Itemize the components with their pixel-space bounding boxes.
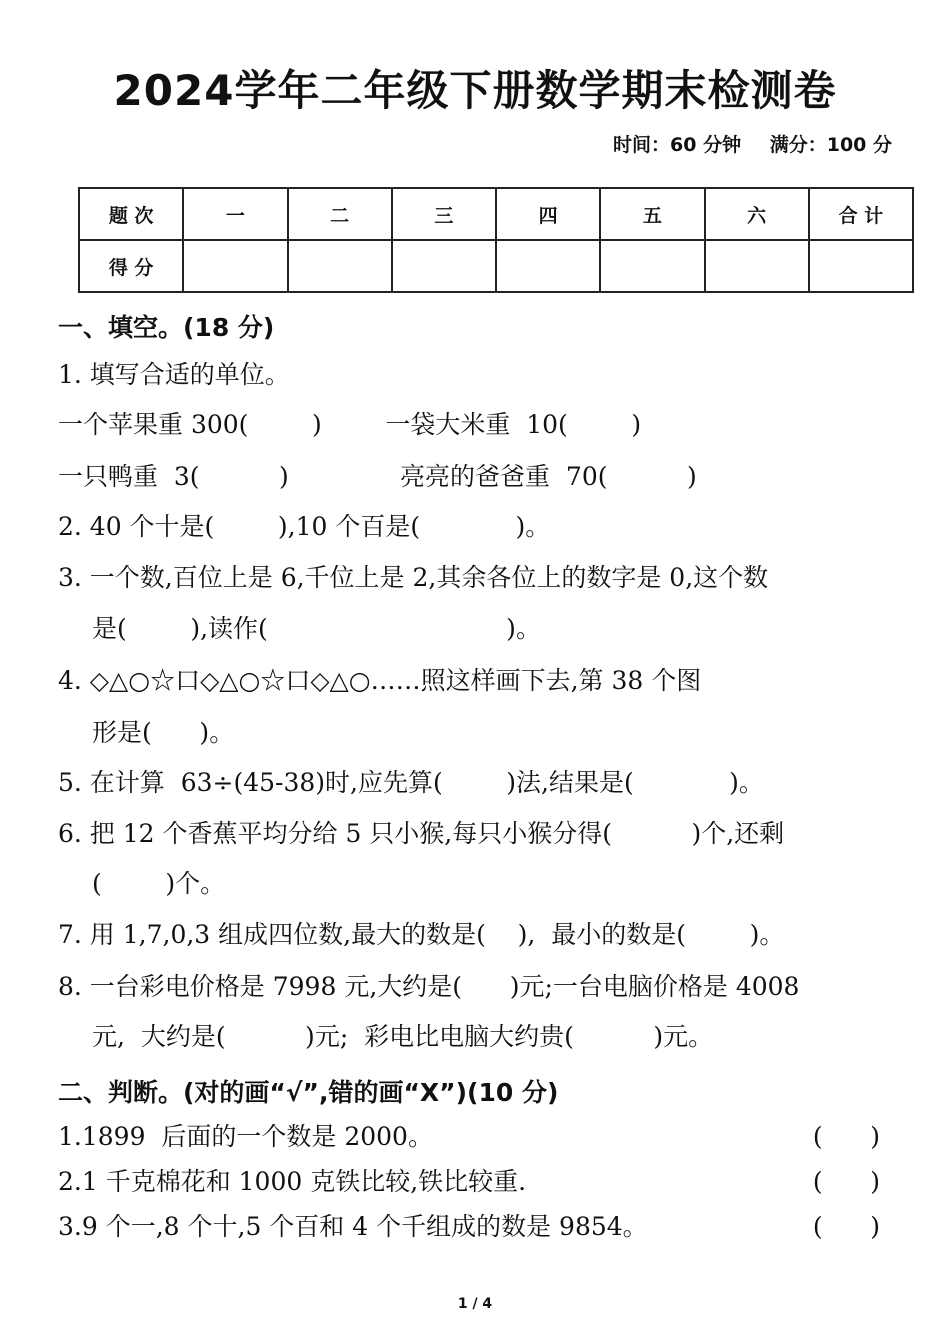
question-line: 5. 在计算 63÷(45-38)时,应先算( )法,结果是( )。 [58,768,764,797]
question-line: 1. 填写合适的单位。 [58,360,290,389]
question-line: ( )个。 [92,869,226,898]
judge-item-text: 3.9 个一,8 个十,5 个百和 4 个千组成的数是 9854。 [58,1212,648,1241]
score-cell [288,240,392,292]
question-line: 元, 大约是( )元; 彩电比电脑大约贵( )元。 [92,1022,714,1051]
judge-item-text: 2.1 千克棉花和 1000 克铁比较,铁比较重. [58,1167,527,1196]
header-cell: 一 [183,188,287,240]
score-cell [600,240,704,292]
header-cell: 三 [392,188,496,240]
question-line: 一个苹果重 300( ) 一袋大米重 10( ) [58,410,642,439]
exam-time: 时间：60 分钟 [613,134,742,156]
score-cell [183,240,287,292]
header-cell: 四 [496,188,600,240]
judge-item-bracket: ( ) [812,1212,880,1241]
score-table-score-row [79,240,913,292]
question-line: 2. 40 个十是( ),10 个百是( )。 [58,512,551,541]
question-line: 是( ),读作( )。 [92,614,541,643]
question-line: 4. ◇△○☆口◇△○☆口◇△○……照这样画下去,第 38 个图 [58,666,702,695]
header-cell: 合 计 [809,188,913,240]
judge-item-bracket: ( ) [812,1167,880,1196]
question-line: 8. 一台彩电价格是 7998 元,大约是( )元;一台电脑价格是 4008 [58,972,800,1001]
score-cell [705,240,809,292]
page-title: 2024学年二年级下册数学期末检测卷 [113,66,837,115]
page-number: 1 / 4 [457,1296,493,1312]
question-line: 一只鸭重 3( ) 亮亮的爸爸重 70( ) [58,462,697,491]
score-table-header-row [79,188,913,240]
header-cell: 题 次 [79,188,183,240]
section2-heading: 二、判断。(对的画“√”,错的画“X”)(10 分) [58,1078,559,1107]
score-table [78,187,914,293]
header-cell: 五 [600,188,704,240]
question-line: 形是( )。 [92,718,235,747]
score-label-cell: 得 分 [79,240,183,292]
exam-meta [613,130,892,157]
score-cell [809,240,913,292]
score-cell [392,240,496,292]
judge-item-bracket: ( ) [812,1122,880,1151]
section1-heading: 一、填空。(18 分) [58,313,275,342]
header-cell: 二 [288,188,392,240]
question-line: 7. 用 1,7,0,3 组成四位数,最大的数是( ), 最小的数是( )。 [58,920,785,949]
header-cell: 六 [705,188,809,240]
score-cell [496,240,600,292]
judge-item-text: 1.1899 后面的一个数是 2000。 [58,1122,433,1151]
exam-full-score: 满分：100 分 [769,134,892,156]
question-line: 3. 一个数,百位上是 6,千位上是 2,其余各位上的数字是 0,这个数 [58,563,769,592]
question-line: 6. 把 12 个香蕉平均分给 5 只小猴,每只小猴分得( )个,还剩 [58,819,785,848]
